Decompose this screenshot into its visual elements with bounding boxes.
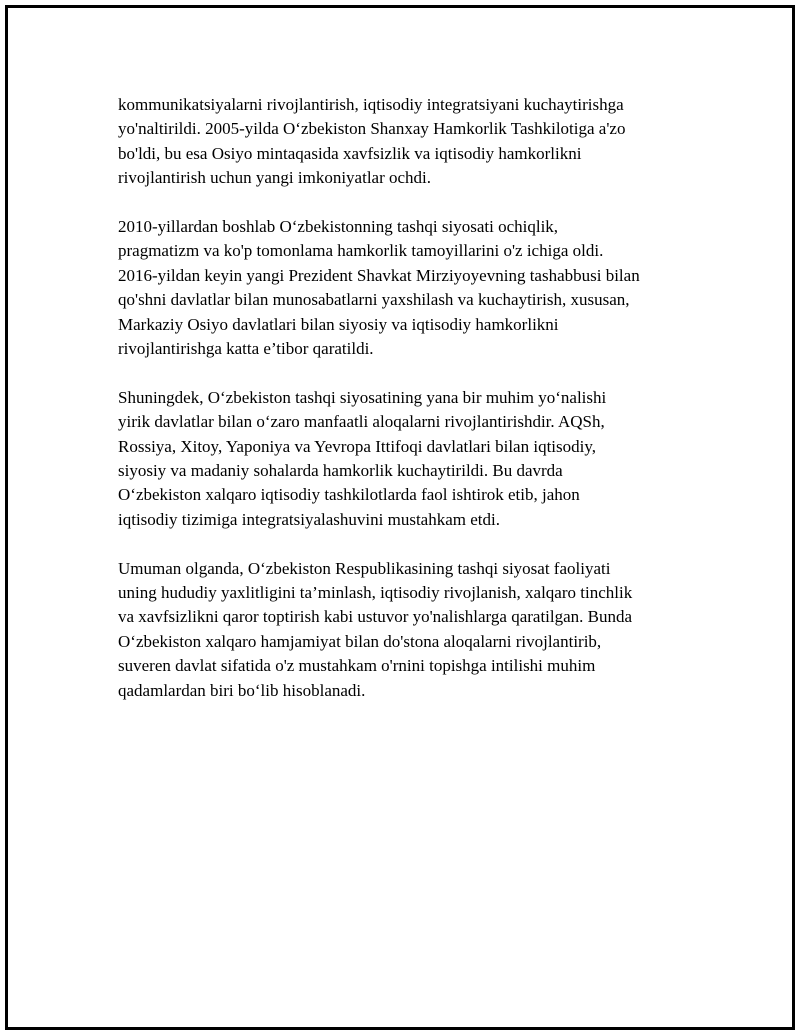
- paragraph-2: [118, 215, 718, 361]
- text-line: siyosiy va madaniy sohalarda hamkorlik kuchaytirildi. Bu davrda: [118, 461, 563, 481]
- text-line: Umuman olganda, O‘zbekiston Respublikasining tashqi siyosat faoliyati: [118, 558, 611, 578]
- text-line: O‘zbekiston xalqaro iqtisodiy tashkilotlarda faol ishtirok etib, jahon: [118, 485, 580, 505]
- text-line: Markaziy Osiyo davlatlari bilan siyosiy va iqtisodiy hamkorlikni: [118, 314, 559, 334]
- paragraph-3: [118, 386, 718, 532]
- paragraph-1: [118, 93, 718, 191]
- text-line: qo'shni davlatlar bilan munosabatlarni yaxshilash va kuchaytirish, xususan,: [118, 290, 630, 310]
- text-line: kommunikatsiyalarni rivojlantirish, iqtisodiy integratsiyani kuchaytirishga: [118, 95, 624, 114]
- document-body: [118, 93, 718, 728]
- text-line: qadamlardan biri bo‘lib hisoblanadi.: [118, 680, 366, 700]
- paragraph-4: [118, 557, 718, 703]
- text-line: rivojlantirishga katta e’tibor qaratildi.: [118, 339, 374, 359]
- text-line: suveren davlat sifatida o'z mustahkam o'rnini topishga intilishi muhim: [118, 656, 596, 676]
- text-line: 2016-yildan keyin yangi Prezident Shavkat Mirziyoyevning tashabbusi bilan: [118, 265, 640, 285]
- text-line: Rossiya, Xitoy, Yaponiya va Yevropa Ittifoqi davlatlari bilan iqtisodiy,: [118, 436, 597, 456]
- text-line: yo'naltirildi. 2005-yilda O‘zbekiston Shanxay Hamkorlik Tashkilotiga a'zo: [118, 119, 626, 139]
- text-line: bo'ldi, bu esa Osiyo mintaqasida xavfsizlik va iqtisodiy hamkorlikni: [118, 143, 582, 163]
- text-line: Shuningdek, O‘zbekiston tashqi siyosatining yana bir muhim yo‘nalishi: [118, 387, 607, 407]
- text-line: pragmatizm va ko'p tomonlama hamkorlik tamoyillarini o'z ichiga oldi.: [118, 241, 604, 261]
- text-line: va xavfsizlikni qaror toptirish kabi ustuvor yo'nalishlarga qaratilgan. Bunda: [118, 607, 633, 627]
- text-line: yirik davlatlar bilan o‘zaro manfaatli aloqalarni rivojlantirishdir. AQSh,: [118, 412, 605, 432]
- text-line: iqtisodiy tizimiga integratsiyalashuvini mustahkam etdi.: [118, 509, 500, 529]
- text-line: 2010-yillardan boshlab O‘zbekistonning tashqi siyosati ochiqlik,: [118, 217, 559, 237]
- text-line: O‘zbekiston xalqaro hamjamiyat bilan do'stona aloqalarni rivojlantirib,: [118, 631, 602, 651]
- text-line: rivojlantirish uchun yangi imkoniyatlar ochdi.: [118, 168, 432, 188]
- text-line: uning hududiy yaxlitligini ta’minlash, iqtisodiy rivojlanish, xalqaro tinchlik: [118, 583, 633, 603]
